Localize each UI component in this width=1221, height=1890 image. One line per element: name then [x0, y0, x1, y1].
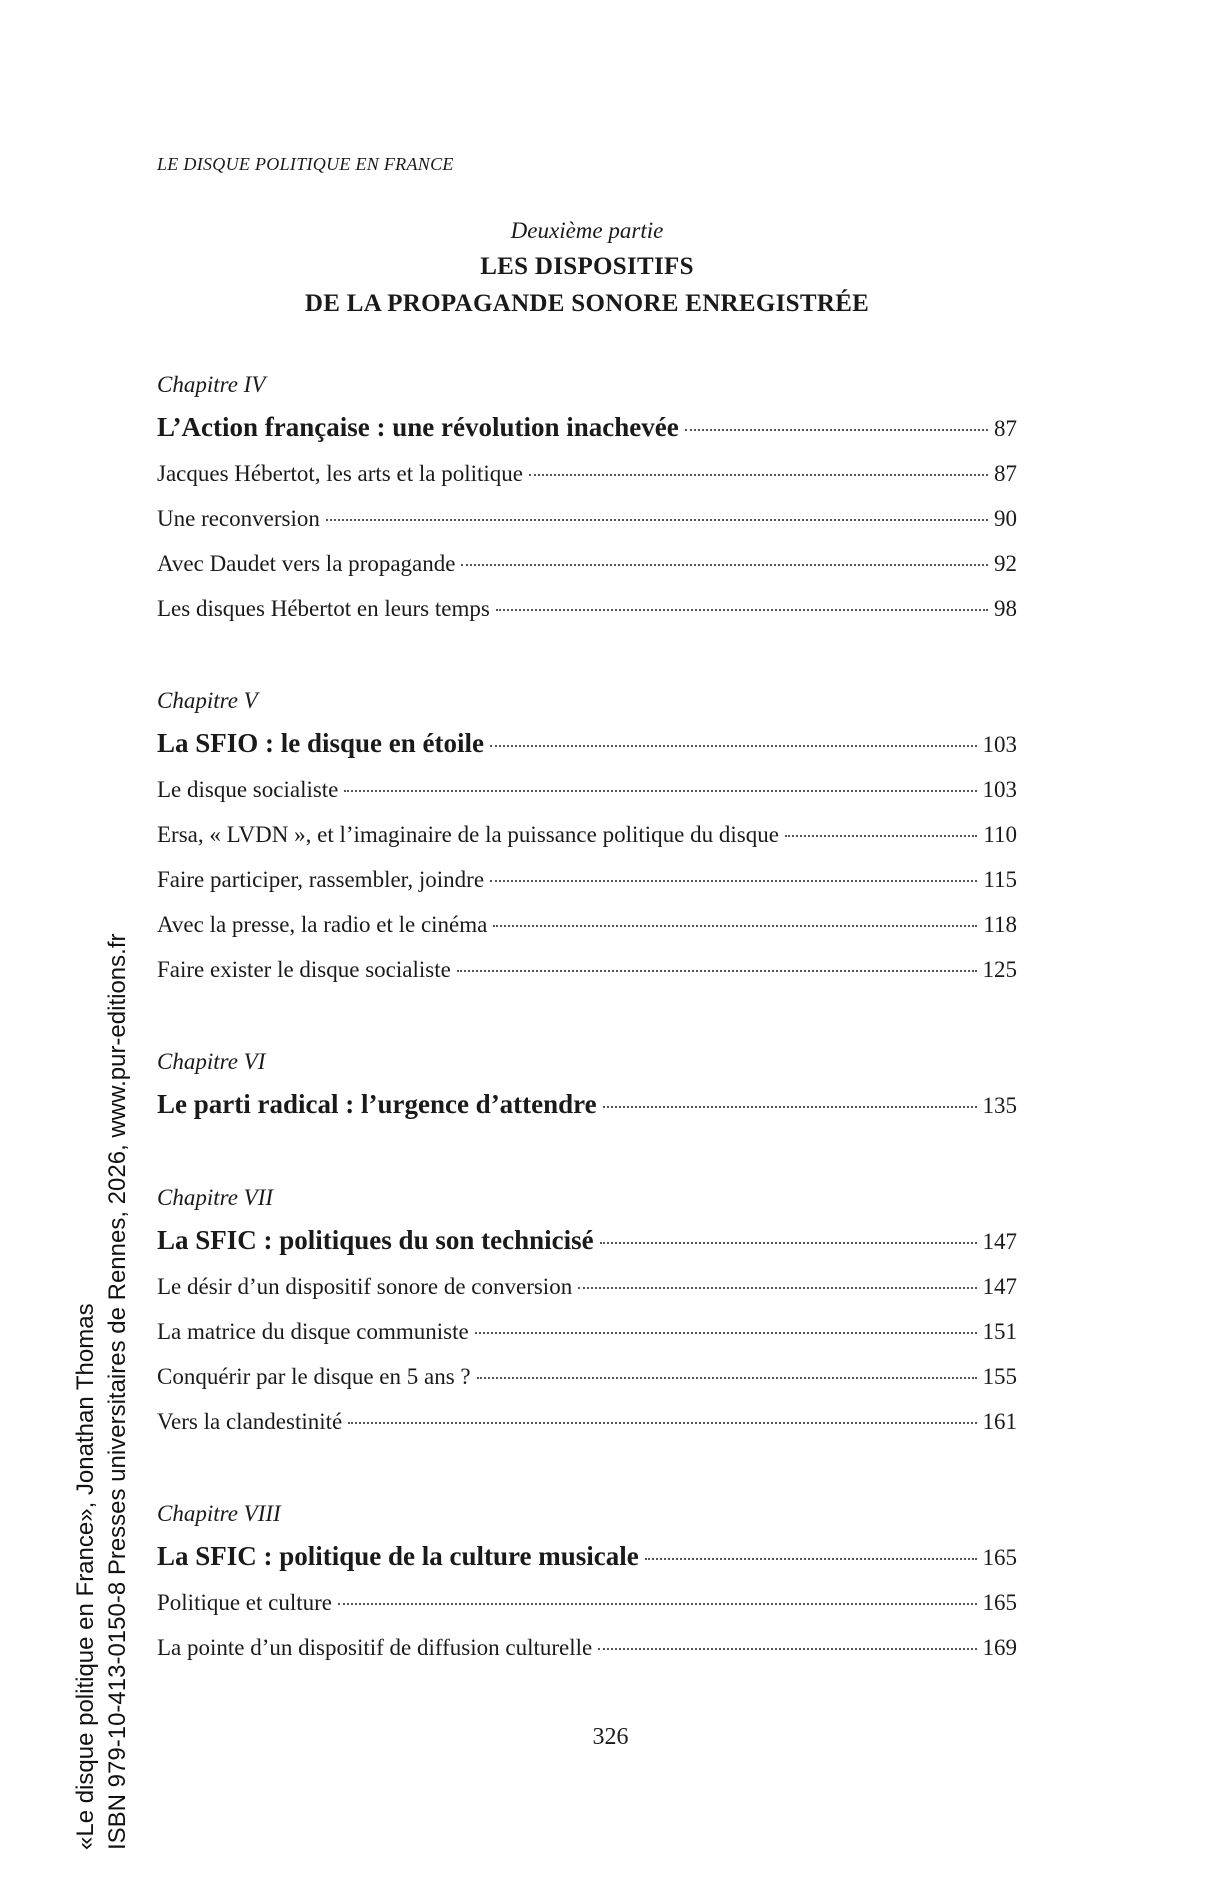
- section-entry: [157, 496, 1017, 541]
- chapter-label: Chapitre V: [157, 688, 258, 713]
- section-entry: [157, 1399, 1017, 1444]
- chapter-title-entry-page: 147: [982, 1229, 1017, 1254]
- section-entry-title: Avec la presse, la radio et le cinéma: [157, 912, 488, 937]
- chapter-title-entry: [157, 1080, 1017, 1128]
- part-title-line-2: DE LA PROPAGANDE SONORE ENREGISTRÉE: [304, 290, 870, 317]
- chapter-title-entry-page: 103: [982, 732, 1017, 757]
- section-entry: [157, 586, 1017, 631]
- dot-leader: [600, 1242, 977, 1244]
- chapter-title-entry: [157, 1532, 1017, 1580]
- section-entry-page: 125: [982, 957, 1017, 982]
- section-entry: [157, 857, 1017, 902]
- chapter-block: [157, 1180, 1017, 1444]
- section-entry-title: Faire participer, rassembler, joindre: [157, 867, 485, 892]
- section-entry-title: Faire exister le disque socialiste: [157, 957, 451, 982]
- chapter-title-entry-title: La SFIC : politiques du son technicisé: [157, 1225, 594, 1255]
- chapter-title-entry-page: 135: [982, 1093, 1017, 1118]
- dot-leader: [785, 835, 977, 837]
- running-head: LE DISQUE POLITIQUE EN FRANCE: [157, 154, 454, 174]
- dot-leader: [645, 1558, 977, 1560]
- section-entry: [157, 541, 1017, 586]
- dot-leader: [338, 1603, 976, 1605]
- section-entry: [157, 1264, 1017, 1309]
- section-entry-page: 169: [982, 1635, 1017, 1660]
- dot-leader: [348, 1422, 976, 1424]
- section-entry-title: Le disque socialiste: [157, 777, 339, 802]
- dot-leader: [461, 564, 988, 566]
- dot-leader: [603, 1106, 977, 1108]
- section-entry-page: 98: [994, 596, 1017, 621]
- chapter-block: [157, 1044, 1017, 1128]
- section-entry-page: 118: [983, 912, 1017, 937]
- dot-leader: [529, 474, 988, 476]
- chapter-title-entry-title: La SFIO : le disque en étoile: [157, 728, 485, 758]
- dot-leader: [457, 970, 977, 972]
- side-note-line-2: ISBN 979-10-413-0150-8 Presses universitaires de Rennes, 2026, www.pur-editions.fr: [104, 933, 131, 1850]
- chapter-title-entry-title: Le parti radical : l’urgence d’attendre: [157, 1089, 597, 1119]
- dot-leader: [326, 519, 988, 521]
- chapter-block: [157, 367, 1017, 631]
- section-entry: [157, 812, 1017, 857]
- section-entry-page: 90: [994, 506, 1017, 531]
- chapter-title-entry-title: La SFIC : politique de la culture musicale: [157, 1541, 639, 1571]
- chapter-block: [157, 683, 1017, 992]
- section-entry: [157, 902, 1017, 947]
- section-entry-title: La pointe d’un dispositif de diffusion culturelle: [157, 1635, 593, 1660]
- page-number: 326: [592, 1724, 629, 1750]
- chapter-title-entry-page: 165: [982, 1545, 1017, 1570]
- chapter-label: Chapitre VIII: [157, 1501, 281, 1526]
- section-entry-title: Conquérir par le disque en 5 ans ?: [157, 1364, 471, 1389]
- section-entry-title: Avec Daudet vers la propagande: [157, 551, 456, 576]
- section-entry-page: 161: [982, 1409, 1017, 1434]
- section-entry-title: Le désir d’un dispositif sonore de conversion: [157, 1274, 573, 1299]
- section-entry-title: Les disques Hébertot en leurs temps: [157, 596, 490, 621]
- chapter-title-entry: [157, 719, 1017, 767]
- dot-leader: [685, 429, 988, 431]
- section-entry: [157, 1580, 1017, 1625]
- section-entry-page: 103: [982, 777, 1017, 802]
- section-entry: [157, 947, 1017, 992]
- section-entry-title: Vers la clandestinité: [157, 1409, 343, 1434]
- section-entry: [157, 1625, 1017, 1670]
- dot-leader: [477, 1377, 977, 1379]
- section-entry-page: 165: [982, 1590, 1017, 1615]
- table-of-contents: [157, 367, 1017, 1722]
- dot-leader: [578, 1287, 976, 1289]
- section-entry-page: 155: [982, 1364, 1017, 1389]
- section-entry-page: 147: [982, 1274, 1017, 1299]
- section-entry-page: 87: [994, 461, 1017, 486]
- dot-leader: [598, 1648, 976, 1650]
- copyright-side-note: [70, 934, 134, 1850]
- section-entry-page: 110: [983, 822, 1017, 847]
- part-title-line-1: LES DISPOSITIFS: [480, 253, 694, 280]
- section-entry-title: Ersa, « LVDN », et l’imaginaire de la puissance politique du disque: [157, 822, 779, 847]
- chapter-title-entry-title: L’Action française : une révolution inachevée: [157, 412, 679, 442]
- dot-leader: [475, 1332, 977, 1334]
- chapter-label: Chapitre IV: [157, 372, 266, 397]
- chapter-title-entry-page: 87: [994, 416, 1017, 441]
- section-entry: [157, 1354, 1017, 1399]
- dot-leader: [490, 880, 977, 882]
- chapter-block: [157, 1496, 1017, 1670]
- section-entry: [157, 1309, 1017, 1354]
- side-note-line-1: «Le disque politique en France», Jonathan Thomas: [72, 1303, 99, 1850]
- dot-leader: [344, 790, 976, 792]
- part-heading: [157, 214, 1017, 322]
- section-entry: [157, 451, 1017, 496]
- part-label: Deuxième partie: [510, 218, 664, 243]
- chapter-label: Chapitre VII: [157, 1185, 274, 1210]
- section-entry: [157, 767, 1017, 812]
- section-entry-page: 92: [994, 551, 1017, 576]
- dot-leader: [493, 925, 977, 927]
- section-entry-title: Politique et culture: [157, 1590, 333, 1615]
- section-entry-page: 151: [982, 1319, 1017, 1344]
- chapter-title-entry: [157, 1216, 1017, 1264]
- section-entry-title: Jacques Hébertot, les arts et la politique: [157, 461, 523, 486]
- dot-leader: [490, 745, 976, 747]
- chapter-title-entry: [157, 403, 1017, 451]
- section-entry-title: La matrice du disque communiste: [157, 1319, 469, 1344]
- section-entry-title: Une reconversion: [157, 506, 320, 531]
- section-entry-page: 115: [983, 867, 1017, 892]
- chapter-label: Chapitre VI: [157, 1049, 266, 1074]
- dot-leader: [496, 609, 988, 611]
